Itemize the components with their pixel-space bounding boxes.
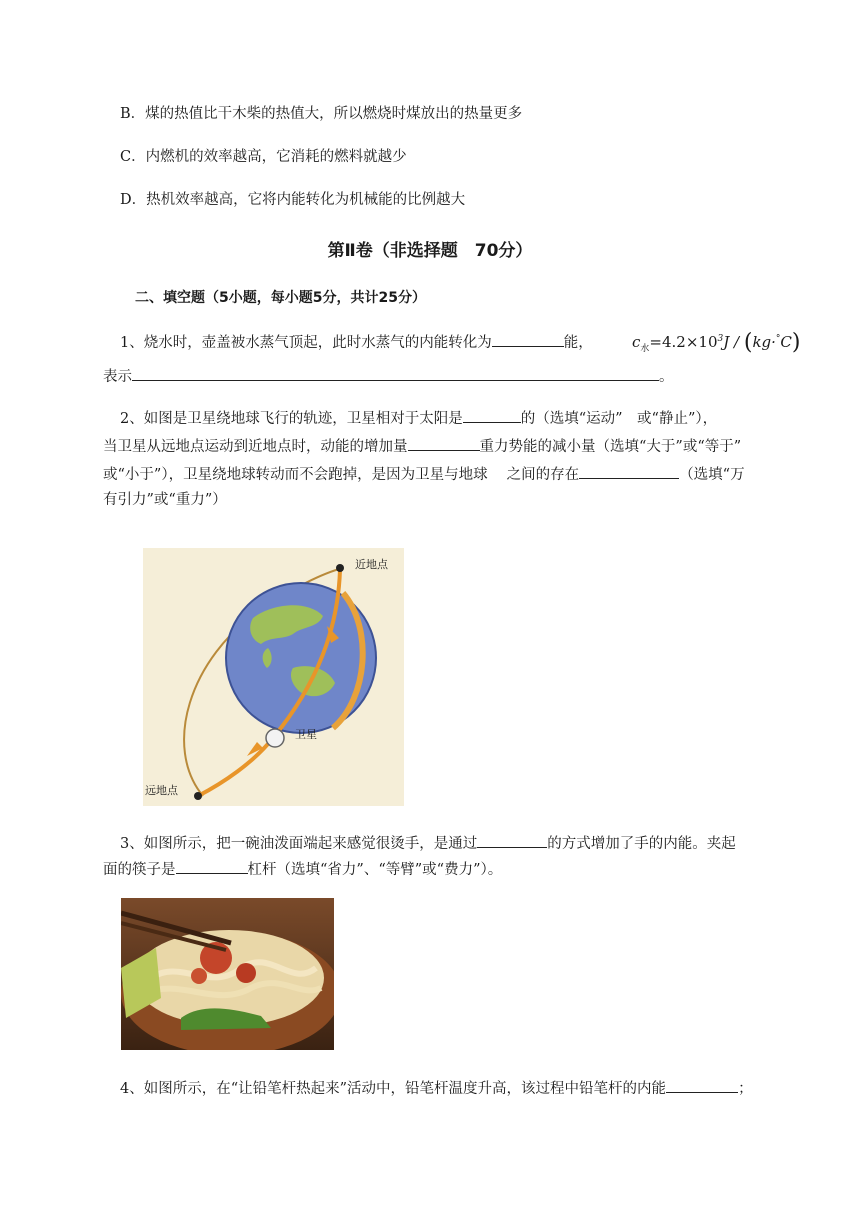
formula-exponent: 3 [717, 334, 724, 344]
q2-text: （选填“万 [679, 467, 745, 483]
question-2-line-1 [120, 408, 717, 429]
answer-blank[interactable] [666, 1078, 738, 1093]
option-b: B．煤的热值比干木柴的热值大，所以燃烧时煤放出的热量更多 [120, 106, 523, 122]
q1-line2-start: 表示 [103, 369, 132, 385]
satellite-label: 卫星 [295, 728, 317, 741]
answer-blank[interactable] [477, 833, 547, 848]
option-d: D．热机效率越高，它将内能转化为机械能的比例越大 [120, 192, 466, 208]
answer-blank[interactable] [463, 408, 521, 423]
answer-blank[interactable] [132, 366, 659, 381]
question-2-line-2 [103, 436, 741, 457]
answer-blank[interactable] [492, 332, 564, 347]
answer-blank[interactable] [176, 859, 248, 874]
formula-c: c [632, 333, 641, 351]
q2-text: 的（选填“运动” 或“静止”）， [520, 411, 718, 427]
paren-left: ( [743, 330, 753, 355]
q4-text: 4、如图所示，在“让铅笔杆热起来”活动中，铅笔杆温度升高，该过程中铅笔杆的内能 [120, 1081, 667, 1097]
q3-text: 面的筷子是 [103, 862, 176, 878]
answer-blank[interactable] [408, 436, 480, 451]
formula-value: =4.2×10 [649, 333, 718, 351]
q2-text: 当卫星从远地点运动到近地点时，动能的增加量 [103, 439, 408, 455]
q3-text: 杠杆（选填“省力”、“等臂”或“费力”）。 [247, 862, 503, 878]
satellite-orbit-figure [143, 548, 404, 806]
answer-blank[interactable] [579, 464, 679, 479]
q1-text-2: 能， [563, 335, 593, 351]
formula-subscript: 水 [640, 344, 650, 354]
noodle-bowl-image [121, 898, 334, 1050]
section-title: 第Ⅱ卷（非选择题 70分） [327, 241, 533, 261]
question-1-line-1 [120, 332, 593, 353]
q4-text: ； [738, 1081, 753, 1097]
q2-text: 或“小于”），卫星绕地球转动而不会跑掉，是因为卫星与地球 之间的存在 [103, 467, 580, 483]
q2-text: 2、如图是卫星绕地球飞行的轨迹，卫星相对于太阳是 [120, 411, 463, 427]
question-3-line-2 [103, 859, 502, 880]
formula-unit-j: J / [723, 333, 744, 351]
q2-text: 重力势能的减小量（选填“大于”或“等于” [479, 439, 742, 455]
question-3-line-1 [120, 833, 736, 854]
q3-text: 3、如图所示，把一碗油泼面端起来感觉很烫手，是通过 [120, 836, 478, 852]
q1-text: 1、烧水时，壶盖被水蒸气顶起，此时水蒸气的内能转化为 [120, 335, 492, 351]
near-point-label: 近地点 [355, 558, 388, 571]
q1-line2-end: 。 [659, 369, 674, 385]
satellite-orbit-image [143, 548, 404, 806]
q3-text: 的方式增加了手的内能。夹起 [547, 836, 736, 852]
paren-right: ) [791, 330, 801, 355]
noodle-bowl-photo [121, 898, 334, 1050]
question-2-line-4: 有引力”或“重力”） [103, 492, 227, 508]
question-4-line-1 [120, 1078, 753, 1099]
specific-heat-formula [632, 330, 801, 355]
question-1-line-2 [103, 366, 674, 387]
option-c: C．内燃机的效率越高，它消耗的燃料就越少 [120, 149, 407, 165]
formula-unit-kg: kg· [752, 333, 776, 351]
question-2-line-3 [103, 464, 745, 485]
far-point-label: 远地点 [145, 784, 178, 797]
formula-unit-c: C [780, 333, 792, 351]
formula-degree: ° [775, 334, 781, 344]
fill-blank-heading: 二、填空题（5小题，每小题5分，共计25分） [135, 290, 426, 306]
